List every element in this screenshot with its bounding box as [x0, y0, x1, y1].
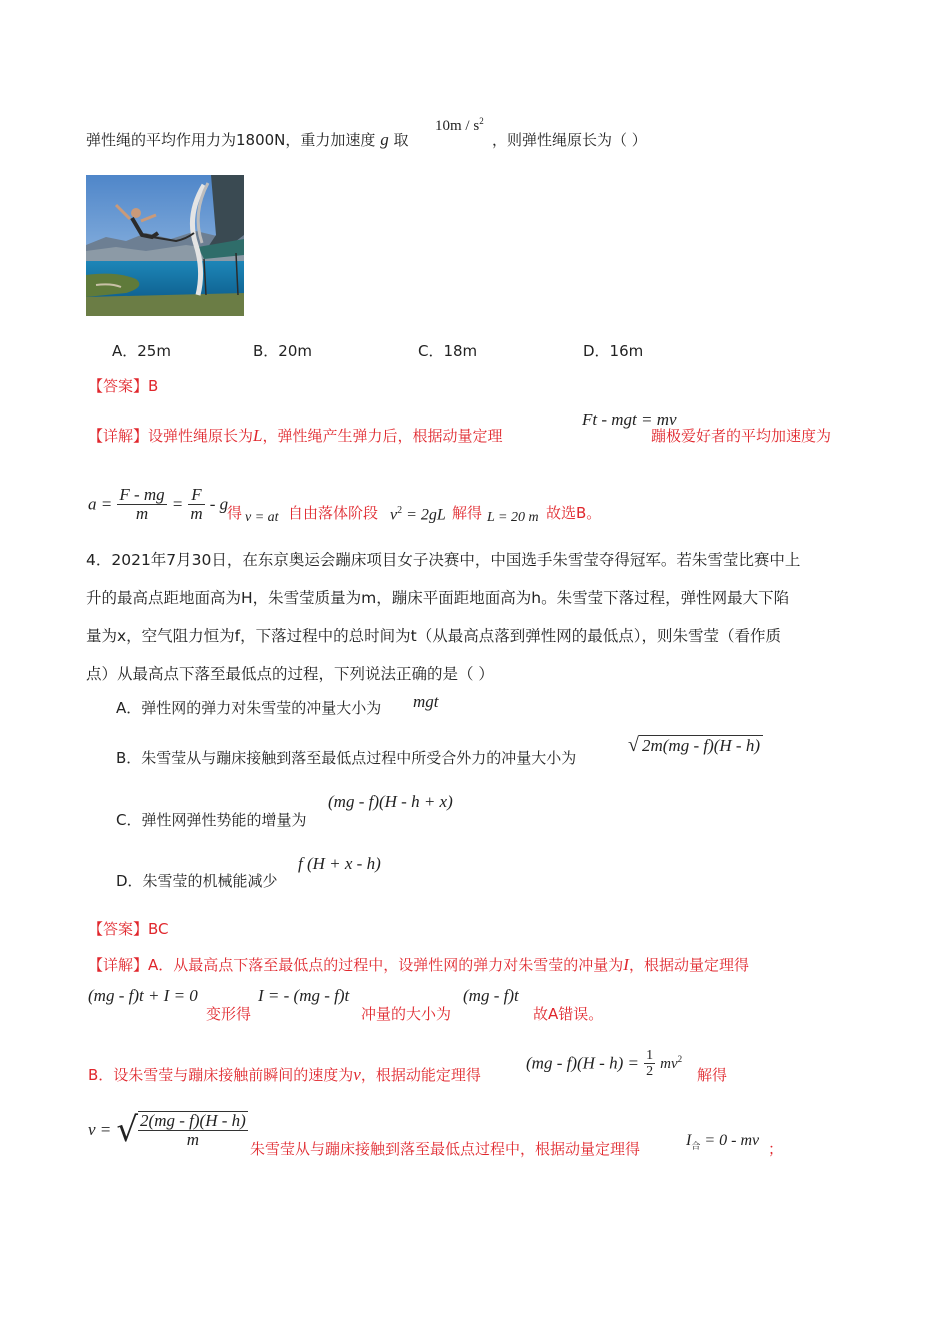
q3-g-symbol: g	[380, 130, 389, 149]
q3-solve: 解得	[452, 504, 483, 522]
q4-stem-line1: 4．2021年7月30日，在东京奥运会蹦床项目女子决赛中，中国选手朱雪莹夺得冠军。若朱雪莹比赛中上	[86, 551, 801, 569]
q4-impulse-size: 冲量的大小为	[361, 1005, 452, 1023]
q3-take: 取	[393, 131, 409, 149]
q4-option-d-eq: f (H + x - h)	[298, 854, 381, 873]
q3-eq-vat: v = at	[245, 510, 279, 525]
q4-semicolon: ；	[768, 1140, 784, 1158]
q3-detail-line1: 【详解】设弹性绳原长为L，弹性绳产生弹力后，根据动量定理	[88, 426, 503, 445]
bungee-jump-photo	[86, 175, 244, 316]
q3-option-b: B．20m	[253, 342, 312, 360]
q3-eq-momentum: Ft - mgt = mv	[582, 410, 677, 429]
q4-answer: 【答案】BC	[88, 920, 169, 938]
q3-detail-accel: 蹦极爱好者的平均加速度为	[651, 427, 832, 445]
q3-de: 得	[227, 504, 243, 522]
q4-detail-b3: 朱雪莹从与蹦床接触到落至最低点过程中，根据动量定理得	[250, 1140, 641, 1158]
q4-stem-line2: 升的最高点距地面高为H，朱雪莹质量为m，蹦床平面距地面高为h。朱雪莹下落过程，弹性网最大下陷	[86, 589, 790, 607]
q3-g-value: $10m / s^2$	[435, 116, 484, 134]
q3-option-a: A．25m	[112, 342, 171, 360]
q4-option-c: C．弹性网弹性势能的增量为	[116, 811, 307, 829]
q4-eq-a1: (mg - f)t + I = 0	[88, 986, 198, 1005]
q4-detail-a-line: 【详解】A．从最高点下落至最低点的过程中，设弹性网的弹力对朱雪莹的冲量为I，根据动量定理得	[88, 955, 749, 974]
q4-eq-b1: (mg - f)(H - h) = $\frac{1}{2}$ $mv^2$	[526, 1048, 683, 1079]
q4-option-a-eq: mgt	[413, 692, 439, 711]
q3-answer: 【答案】B	[88, 377, 159, 395]
q4-option-c-eq: (mg - f)(H - h + x)	[328, 792, 453, 811]
q4-eq-a2: I = - (mg - f)t	[258, 986, 350, 1005]
q4-stem-line4: 点）从最高点下落至最低点的过程，下列说法正确的是（ ）	[86, 665, 494, 683]
q3-option-c: C．18m	[418, 342, 478, 360]
q4-option-d: D．朱雪莹的机械能减少	[116, 872, 278, 890]
q4-bianxing: 变形得	[206, 1005, 252, 1023]
q3-eq-v2: $v^2 = 2gL$	[390, 505, 446, 524]
q4-eq-a3: (mg - f)t	[463, 986, 519, 1005]
q3-eq-acceleration: a = $\frac{F - mg}{m}$ = $\frac{F}{m}$ - g	[88, 485, 229, 523]
q4-option-b-eq: √ 2m(mg - f)(H - h)	[628, 734, 763, 757]
q3-freefall: 自由落体阶段	[288, 504, 379, 522]
q4-jiede: 解得	[697, 1066, 728, 1084]
q4-eq-b3: $I_合 = 0$ - mv	[686, 1132, 760, 1152]
q3-detail-tag: 【详解】	[88, 427, 149, 445]
q3-stem-tail: ，则弹性绳原长为（ ）	[492, 131, 647, 149]
q4-option-b: B．朱雪莹从与蹦床接触到落至最低点过程中所受合外力的冲量大小为	[116, 749, 577, 767]
q4-wrong-a: 故A错误。	[533, 1005, 604, 1023]
q4-option-a: A．弹性网的弹力对朱雪莹的冲量大小为	[116, 699, 382, 717]
q4-stem-line3: 量为x，空气阻力恒为f，下落过程中的总时间为t（从最高点落到弹性网的最低点），则朱雪莹（看作质	[86, 627, 781, 645]
q3-stem-text: 弹性绳的平均作用力为1800N，重力加速度	[86, 131, 376, 149]
q3-eq-l: L = 20 m	[487, 510, 539, 525]
q3-stem-line	[86, 130, 408, 150]
q4-eq-b2: v = √ $\frac{2(mg - f)(H - h)}{m}$	[88, 1110, 246, 1150]
q4-detail-b-line: B．设朱雪莹与蹦床接触前瞬间的速度为v，根据动能定理得	[88, 1065, 481, 1084]
q3-conclude: 故选B。	[546, 504, 602, 522]
q4-detail-tag: 【详解】	[88, 956, 149, 974]
q3-option-d: D．16m	[583, 342, 644, 360]
